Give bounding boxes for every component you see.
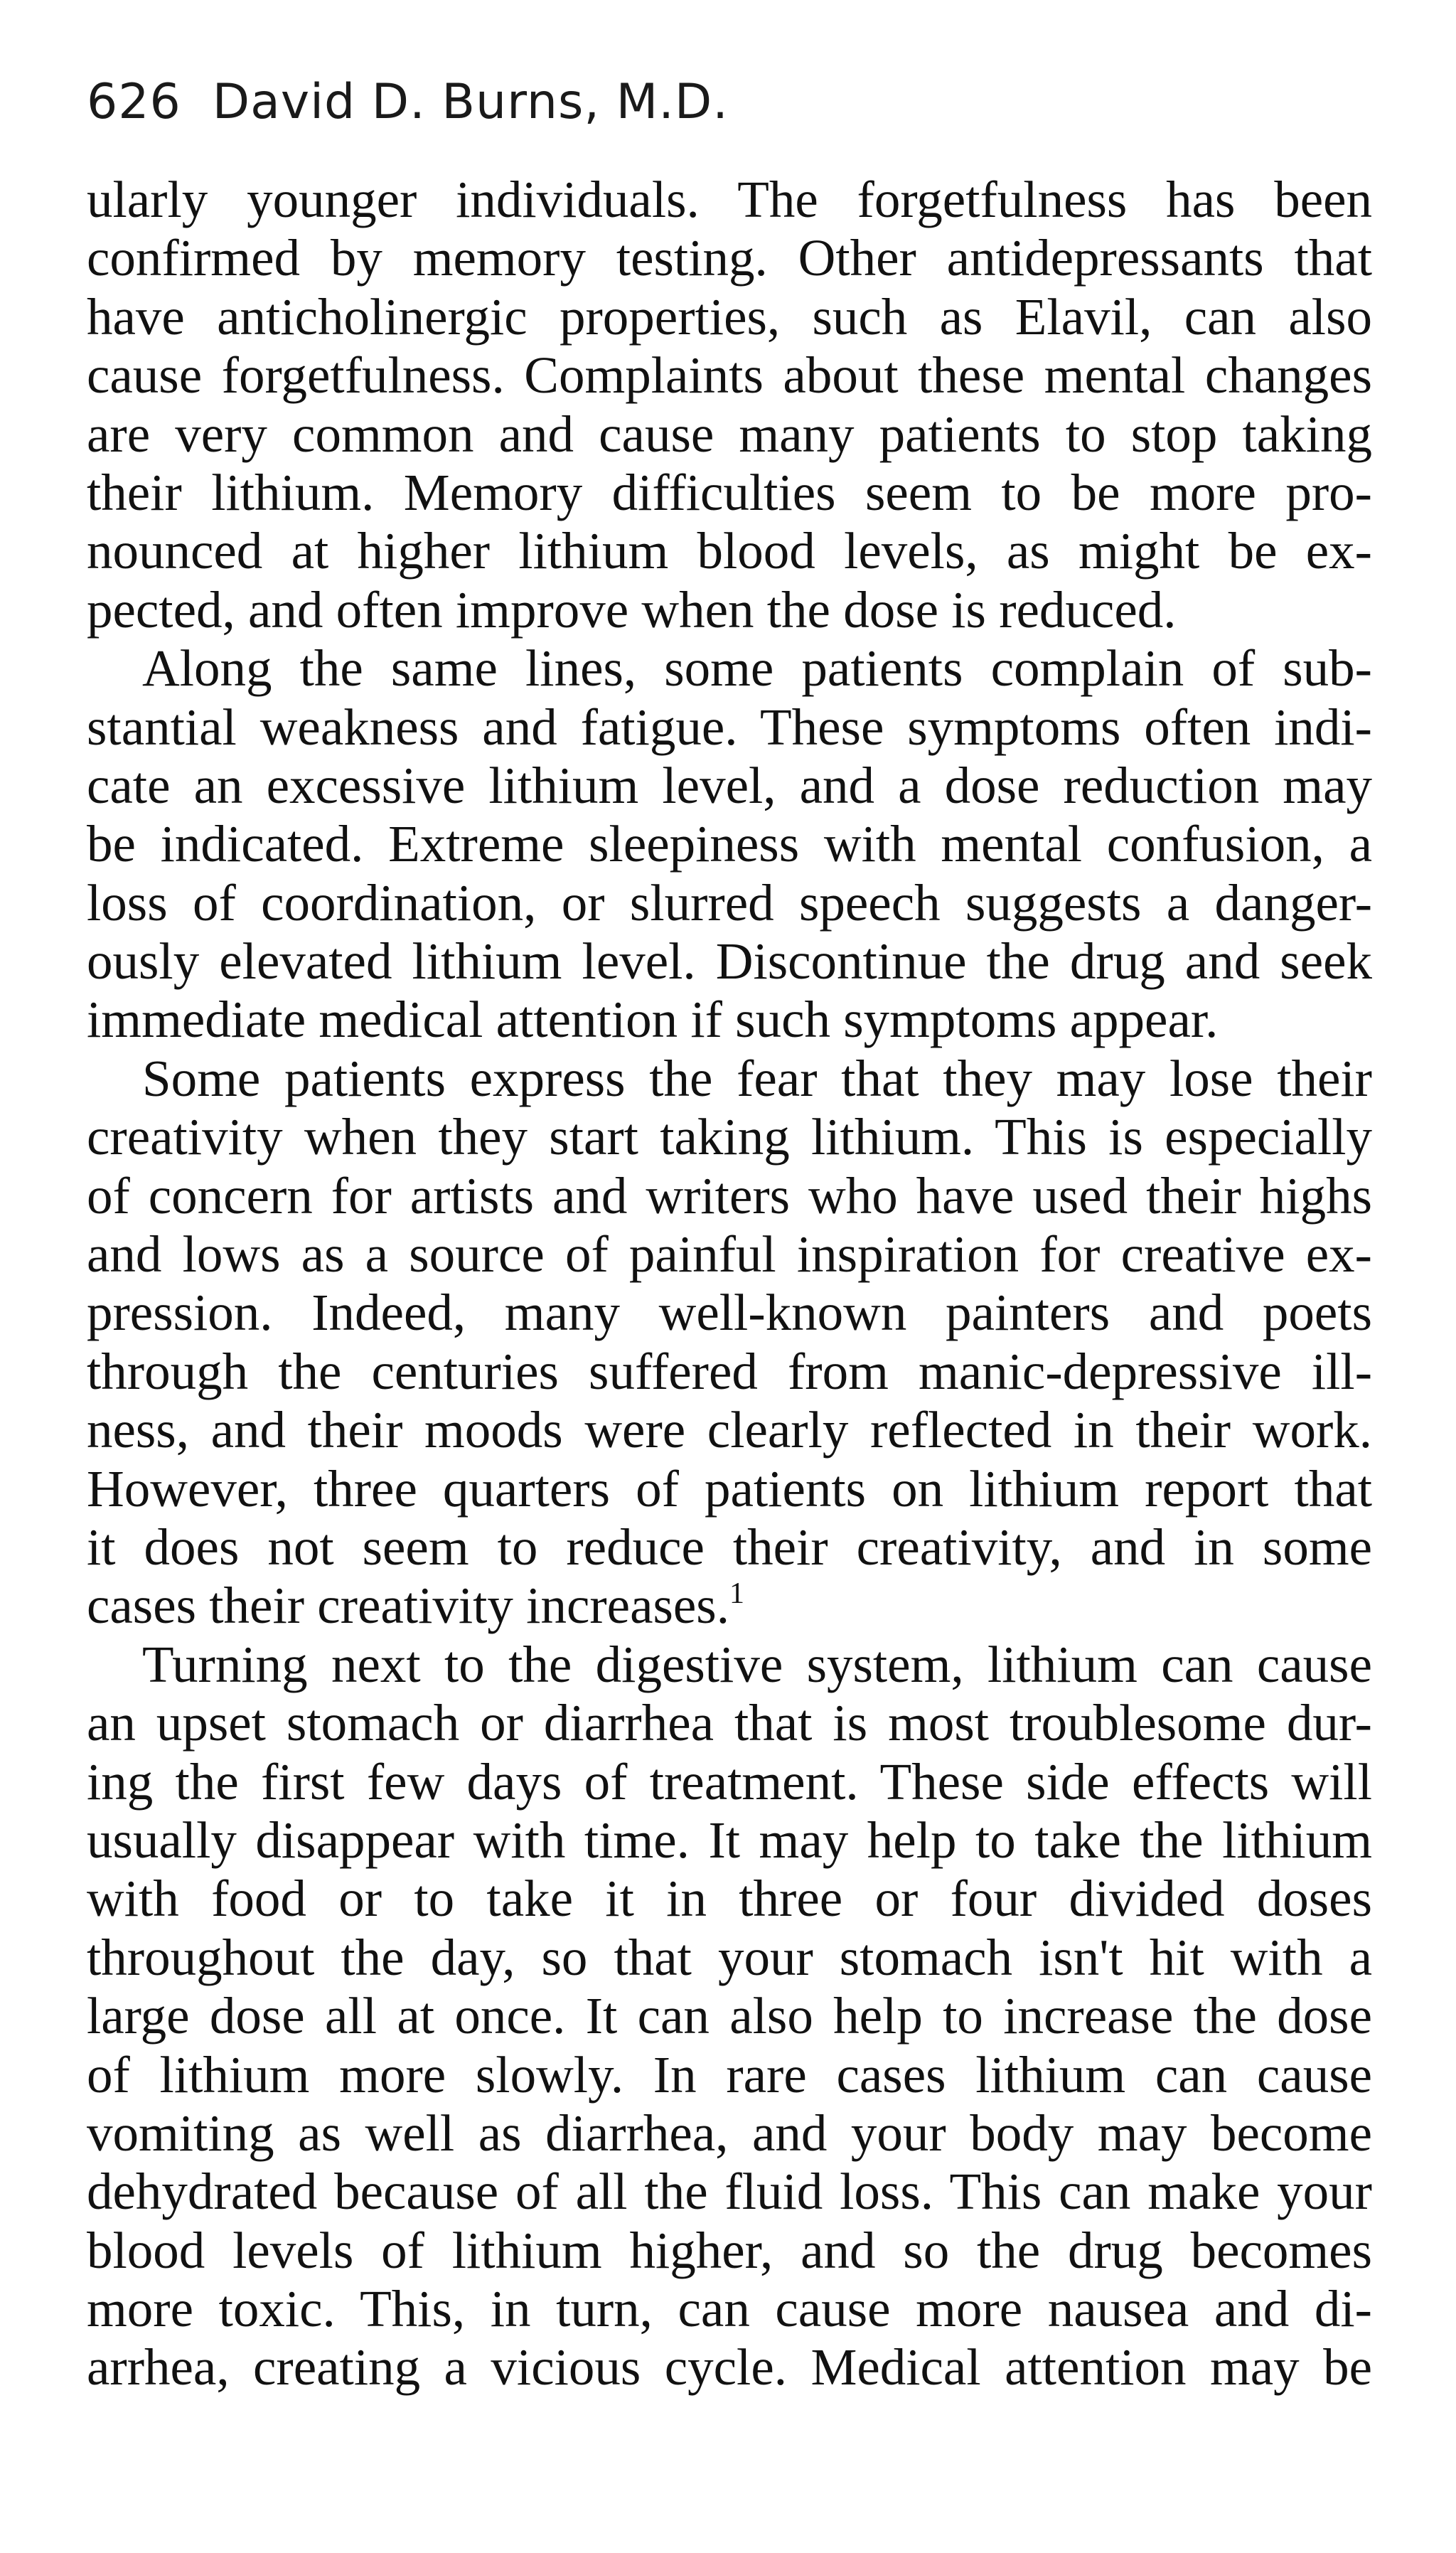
text-line [87, 698, 1372, 757]
text-line [87, 2046, 1372, 2104]
line-text: of lithium more slowly. In rare cases lithium can cause [87, 2045, 1372, 2104]
text-line [87, 2222, 1372, 2280]
text-line [87, 1225, 1372, 1284]
line-text: ing the first few days of treatment. These side effects will [87, 1752, 1372, 1811]
line-text: of concern for artists and writers who have used their highs [87, 1166, 1372, 1225]
text-line [87, 1401, 1372, 1459]
text-line [87, 1518, 1372, 1577]
body-text [87, 171, 1372, 2397]
text-line [87, 991, 1372, 1049]
line-text: vomiting as well as diarrhea, and your body may become [87, 2104, 1372, 2162]
text-line [87, 1050, 1372, 1108]
line-text: it does not seem to reduce their creativity, and in some [87, 1518, 1372, 1576]
text-line [87, 1870, 1372, 1928]
line-text: be indicated. Extreme sleepiness with mental confusion, a [87, 815, 1372, 873]
line-text: pected, and often improve when the dose is reduced. [87, 580, 1177, 639]
text-line [87, 1577, 1372, 1635]
line-text: ularly younger individuals. The forgetfulness has been [87, 171, 1372, 228]
line-text: However, three quarters of patients on lithium report that [87, 1459, 1372, 1518]
text-line [87, 2163, 1372, 2221]
line-text: immediate medical attention if such symptoms appear. [87, 991, 1219, 1049]
running-title: David D. Burns, M.D. [212, 74, 729, 130]
text-line [87, 1108, 1372, 1166]
paragraph [87, 1050, 1372, 1636]
line-text: are very common and cause many patients to stop taking [87, 405, 1372, 463]
paragraph [87, 639, 1372, 1050]
text-line [87, 1460, 1372, 1518]
text-line [87, 288, 1372, 346]
line-text: through the centuries suffered from manic-depressive ill- [87, 1342, 1372, 1400]
line-text: arrhea, creating a vicious cycle. Medical attention may be [87, 2338, 1372, 2397]
text-line [87, 464, 1372, 522]
line-text: stantial weakness and fatigue. These symptoms often indi- [87, 698, 1372, 756]
line-text: more toxic. This, in turn, can cause more nausea and di- [87, 2280, 1372, 2338]
line-text: Along the same lines, some patients complain of sub- [142, 639, 1372, 698]
text-line [87, 1694, 1372, 1752]
line-text: Some patients express the fear that they may lose their [142, 1049, 1372, 1107]
text-line [87, 581, 1372, 639]
line-text: usually disappear with time. It may help to take the lithium [87, 1811, 1372, 1869]
text-line [87, 229, 1372, 287]
text-line [87, 874, 1372, 932]
text-line [87, 2338, 1372, 2397]
text-line [87, 1929, 1372, 1987]
line-text: cause forgetfulness. Complaints about these mental changes [87, 346, 1372, 405]
text-line [87, 932, 1372, 991]
line-text: large dose all at once. It can also help to increase the dose [87, 1987, 1372, 2045]
line-text: an upset stomach or diarrhea that is most troublesome dur- [87, 1694, 1372, 1752]
line-text: ness, and their moods were clearly reflected in their work. [87, 1401, 1372, 1459]
text-line [87, 405, 1372, 464]
text-line [87, 1284, 1372, 1342]
footnote-marker: 1 [729, 1577, 744, 1611]
text-line [87, 2280, 1372, 2338]
line-text: cate an excessive lithium level, and a dose reduction may [87, 756, 1372, 814]
line-text: cases their creativity increases. [87, 1577, 729, 1635]
line-text: loss of coordination, or slurred speech suggests a danger- [87, 873, 1372, 932]
line-text: with food or to take it in three or four divided doses [87, 1870, 1372, 1928]
line-text: throughout the day, so that your stomach isn't hit with a [87, 1928, 1372, 1986]
line-text: confirmed by memory testing. Other antidepressants that [87, 229, 1372, 287]
text-line [87, 757, 1372, 815]
text-line [87, 522, 1372, 580]
text-line [87, 1167, 1372, 1225]
text-line [87, 639, 1372, 698]
line-text: blood levels of lithium higher, and so the drug becomes [87, 2221, 1372, 2279]
text-line [87, 1343, 1372, 1401]
line-text: Turning next to the digestive system, lithium can cause [142, 1635, 1372, 1693]
line-text: have anticholinergic properties, such as Elavil, can also [87, 287, 1372, 346]
text-line [87, 815, 1372, 873]
text-line [87, 2104, 1372, 2163]
line-text: ously elevated lithium level. Discontinue the drug and seek [87, 932, 1372, 991]
text-line [87, 1811, 1372, 1870]
line-text: creativity when they start taking lithium. This is especially [87, 1108, 1372, 1166]
running-head [87, 74, 729, 130]
text-line [87, 1636, 1372, 1694]
text-line [87, 171, 1372, 229]
line-text: nounced at higher lithium blood levels, as might be ex- [87, 522, 1372, 580]
line-text: pression. Indeed, many well-known painters and poets [87, 1284, 1372, 1342]
paragraph [87, 1636, 1372, 2397]
text-line [87, 346, 1372, 405]
paragraph [87, 171, 1372, 639]
line-text: and lows as a source of painful inspiration for creative ex- [87, 1225, 1372, 1284]
line-text: dehydrated because of all the fluid loss. This can make your [87, 2163, 1372, 2221]
line-text: their lithium. Memory difficulties seem to be more pro- [87, 463, 1372, 521]
page-number: 626 [87, 74, 181, 130]
text-line [87, 1753, 1372, 1811]
text-line [87, 1987, 1372, 2045]
